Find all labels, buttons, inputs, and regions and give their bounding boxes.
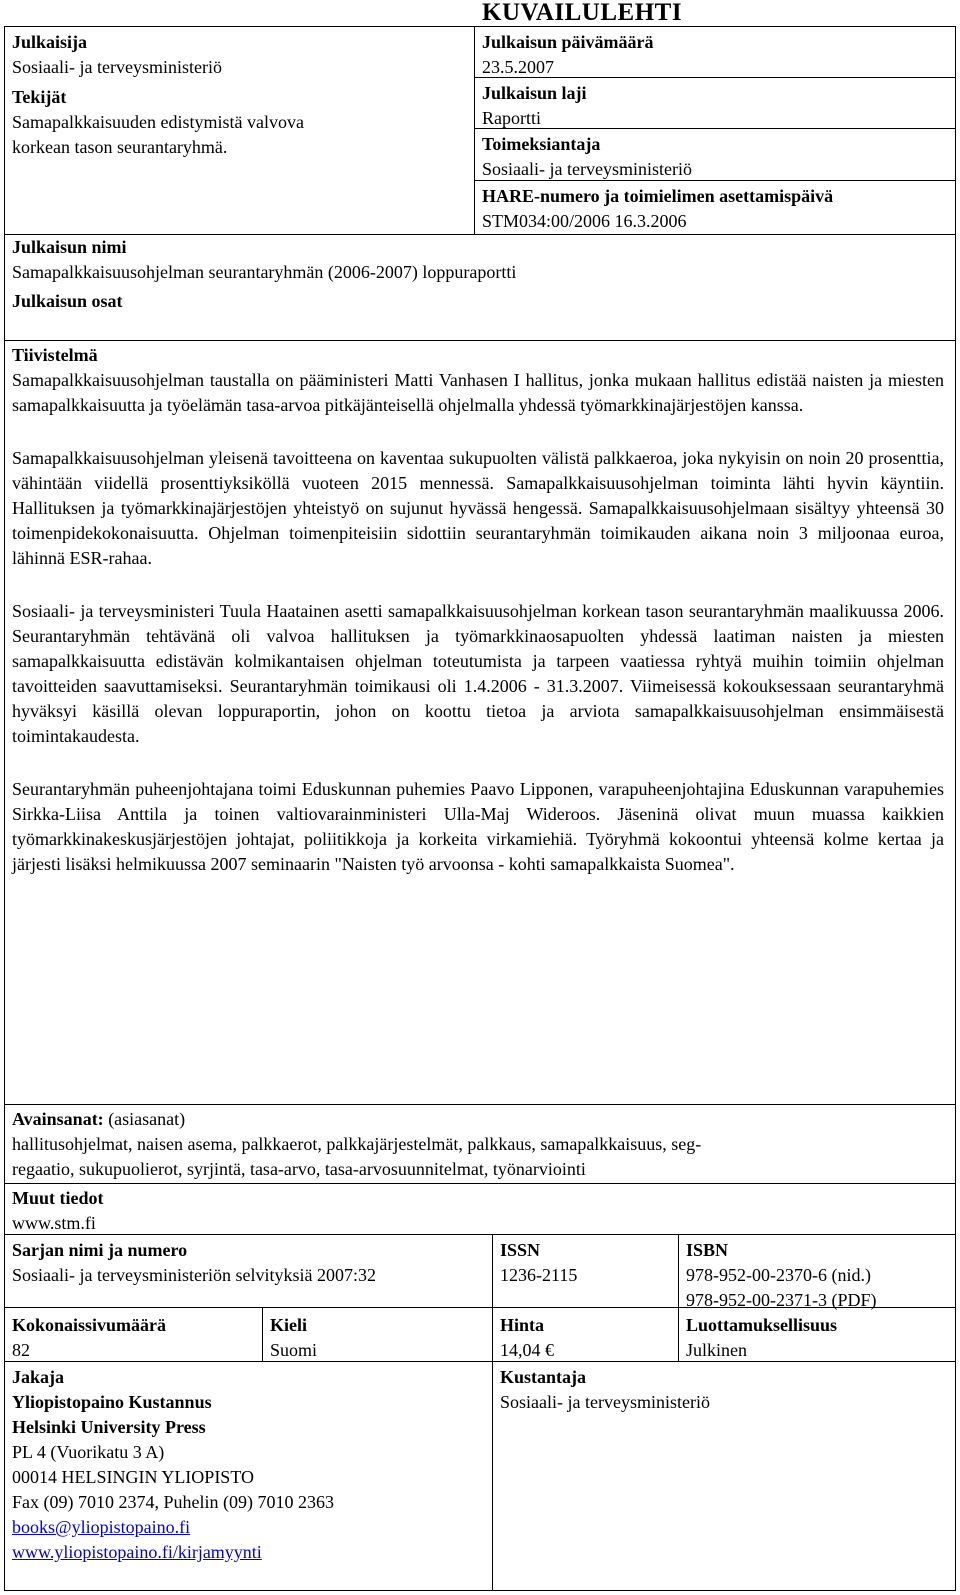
hare-value: STM034:00/2006 16.3.2006 (482, 211, 687, 231)
confidentiality-cell (686, 1313, 837, 1363)
publication-parts-label: Julkaisun osat (12, 291, 123, 311)
series-issn-divider (492, 1234, 493, 1591)
date-value: 23.5.2007 (482, 57, 554, 77)
isbn-value-pdf: 978-952-00-2371-3 (PDF) (686, 1290, 877, 1310)
price-cell (500, 1313, 554, 1363)
abstract-paragraph-1: Samapalkkaisuusohjelman taustalla on pääministeri Matti Vanhasen I hallitus, jonka mukaan hallitus edistää naisten ja miesten samapalkkaisuutta ja työelämän tasa-arvoa pitkäjänteisellä ohjelmalla yhdessä työmarkkinajärjestöjen kanssa. (12, 370, 944, 415)
keywords-heading (12, 1107, 701, 1132)
other-info-divider (4, 1234, 956, 1235)
pages-language-divider (262, 1307, 263, 1361)
publisher-label: Julkaisija (12, 32, 88, 52)
publication-name-cell (12, 235, 516, 314)
keywords-sub-label: (asiasanat) (103, 1109, 186, 1129)
other-info-cell (12, 1186, 104, 1236)
publisher2-value: Sosiaali- ja terveysministeriö (500, 1392, 710, 1412)
authors-line-2: korkean tason seurantaryhmä. (12, 137, 228, 157)
date-label: Julkaisun päivämäärä (482, 32, 654, 52)
keywords-line-1: hallitusohjelmat, naisen asema, palkkaerot, palkkajärjestelmät, palkkaus, samapalkkaisuus, seg- (12, 1134, 702, 1154)
abstract-paragraph-4: Seurantaryhmän puheenjohtajana toimi Eduskunnan puhemies Paavo Lipponen, varapuheenjohtajina Eduskunnan varapuhemies Sirkka-Liisa Anttila ja toinen valtiovarainministeri Ulla-Maj Wideroos. Jäseninä olivat muun muassa kaikkien työmarkkinakeskusjärjestöjen johtajat, poliitikkoja ja korkeita virkamiehiä. Työryhmä kokoontui yhteensä kolme kertaa ja järjesti lisäksi helmikuussa 2007 seminaarin "Naisten työ arvoonsa - kohti samapalkkaista Suomea". (12, 779, 944, 874)
commissioner-cell (482, 132, 692, 182)
publication-name-label: Julkaisun nimi (12, 237, 127, 257)
issn-isbn-divider (678, 1234, 679, 1361)
language-cell (270, 1313, 317, 1363)
distributor-name-2: Helsinki University Press (12, 1417, 206, 1437)
date-cell (482, 30, 654, 80)
isbn-value-print: 978-952-00-2370-6 (nid.) (686, 1265, 871, 1285)
publisher-value: Sosiaali- ja terveysministeriö (12, 57, 222, 77)
type-cell (482, 81, 587, 131)
publisher2-label: Kustantaja (500, 1367, 587, 1387)
abstract-label: Tiivistelmä (12, 345, 98, 365)
distributor-address-2: 00014 HELSINGIN YLIOPISTO (12, 1467, 254, 1487)
issn-cell (500, 1238, 577, 1288)
abstract-text (12, 368, 944, 877)
abstract-paragraph-3: Sosiaali- ja terveysministeri Tuula Haatainen asetti samapalkkaisuusohjelman korkean tason seurantaryhmän maalikuussa 2006. Seurantaryhmän tehtävänä oli valvoa hallituksen ja työmarkkinaosapuolten yhdessä laatiman naisten ja miesten samapalkkaisuutta edistävän kolmikantaisen ohjelman toteutumista ja tarpeen vaatiessa ryhtyä muihin toimiin ohjelman tavoitteiden saavuttamiseksi. Seurantaryhmän toimikausi oli 1.4.2006 - 31.3.2007. Viimeisessä kokouksessaan seurantaryhmä hyväksyi käsillä olevan loppuraportin, johon on koottu tietoa ja arviota samapalkkaisuusohjelman ensimmäisestä toimintakaudesta. (12, 601, 944, 746)
confidentiality-label: Luottamuksellisuus (686, 1315, 838, 1335)
distributor-web-link[interactable]: www.yliopistopaino.fi/kirjamyynti (12, 1542, 262, 1562)
confidentiality-value: Julkinen (686, 1340, 747, 1360)
header-column-divider (474, 26, 475, 234)
pages-label: Kokonaissivumäärä (12, 1315, 167, 1335)
distributor-contact: Fax (09) 7010 2374, Puhelin (09) 7010 2363 (12, 1492, 334, 1512)
price-value: 14,04 € (500, 1340, 554, 1360)
distributor-cell (12, 1365, 334, 1565)
type-label: Julkaisun laji (482, 83, 587, 103)
keywords-line-2: regaatio, sukupuolierot, syrjintä, tasa-arvo, tasa-arvosuunnitelmat, työnarviointi (12, 1159, 586, 1179)
publication-name-value: Samapalkkaisuusohjelman seurantaryhmän (2006-2007) loppuraportti (12, 262, 517, 282)
pages-value: 82 (12, 1340, 30, 1360)
price-label: Hinta (500, 1315, 545, 1335)
issn-value: 1236-2115 (500, 1265, 578, 1285)
abstract-paragraph-2: Samapalkkaisuusohjelman yleisenä tavoitteena on kaventaa sukupuolten välistä palkkaeroa, joka nykyisin on noin 20 prosenttia, vähintään viidellä prosenttiyksiköllä vuoteen 2015 mennessä. Samapalkkaisuusohjelman toiminta lähti hyvin käyntiin. Hallituksen ja työmarkkinajärjestöjen yhteistyö on sujunut hyvässä hengessä. Samapalkkaisuusohjelmaan sisältyy yhteensä 30 toimenpidekokonaisuutta. Ohjelman toimenpiteisiin sidottiin seurantaryhmän toimikauden aikana noin 3 miljoonaa euroa, lähinnä ESR-rahaa. (12, 448, 944, 568)
series-cell (12, 1238, 376, 1288)
keywords-divider (4, 1183, 956, 1184)
commissioner-label: Toimeksiantaja (482, 134, 601, 154)
language-value: Suomi (270, 1340, 318, 1360)
publisher-cell (12, 30, 304, 160)
other-info-label: Muut tiedot (12, 1188, 104, 1208)
distributor-name-1: Yliopistopaino Kustannus (12, 1392, 212, 1412)
distributor-label: Jakaja (12, 1367, 65, 1387)
distributor-email-link[interactable]: books@yliopistopaino.fi (12, 1517, 191, 1537)
keywords-cell (12, 1107, 701, 1182)
hare-label: HARE-numero ja toimielimen asettamispäivä (482, 186, 834, 206)
publisher2-cell (500, 1365, 710, 1415)
series-label: Sarjan nimi ja numero (12, 1240, 188, 1260)
hare-cell (482, 184, 833, 234)
language-label: Kieli (270, 1315, 307, 1335)
document-title: KUVAILULEHTI (482, 0, 683, 26)
keywords-label: Avainsanat: (12, 1109, 104, 1129)
isbn-label: ISBN (686, 1240, 729, 1260)
distributor-address-1: PL 4 (Vuorikatu 3 A) (12, 1442, 165, 1462)
commissioner-value: Sosiaali- ja terveysministeriö (482, 159, 692, 179)
isbn-cell (686, 1238, 877, 1313)
issn-label: ISSN (500, 1240, 541, 1260)
other-info-value: www.stm.fi (12, 1213, 96, 1233)
pages-cell (12, 1313, 166, 1363)
type-value: Raportti (482, 108, 541, 128)
series-value: Sosiaali- ja terveysministeriön selvityksiä 2007:32 (12, 1265, 376, 1285)
authors-line-1: Samapalkkaisuuden edistymistä valvova (12, 112, 304, 132)
abstract-cell (12, 343, 944, 905)
authors-label: Tekijät (12, 87, 67, 107)
